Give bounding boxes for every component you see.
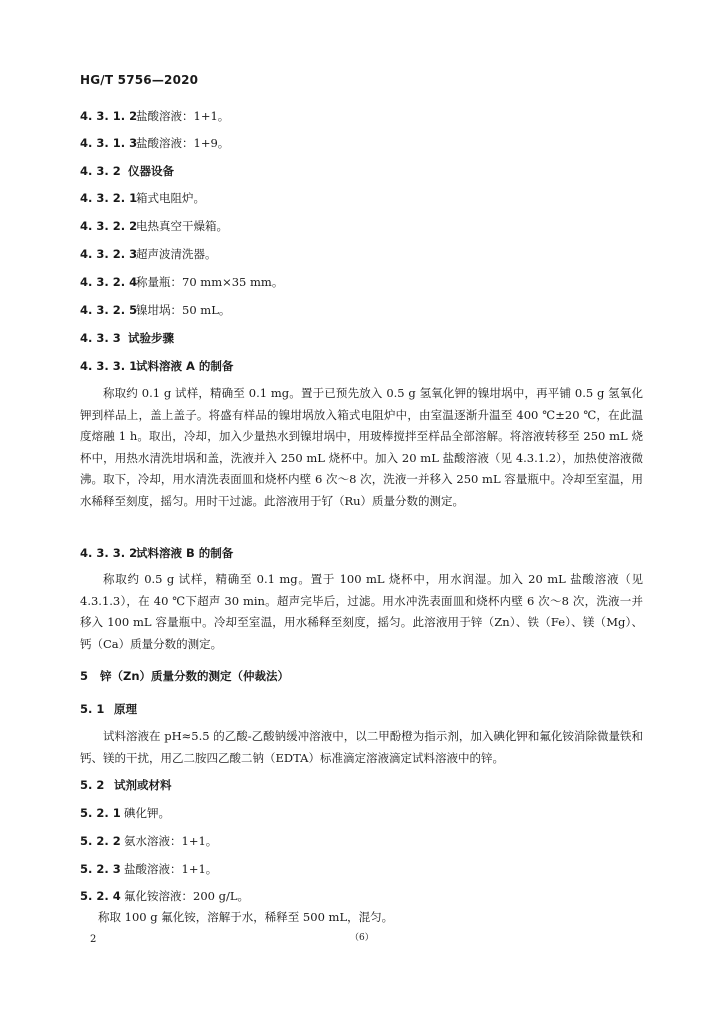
- clause-number: 4. 3. 2. 5: [80, 303, 138, 317]
- heading-4-3-2: [80, 163, 174, 179]
- paragraph-text: 称取约 0.1 g 试样，精确至 0.1 mg。置于已预先放入 0.5 g 氢氧化钾的镍坩埚中，再平铺 0.5 g 氢氧化钾到样品上，盖上盖子。将盛有样品的镍坩埚放入箱式电阻炉中，由室温逐渐升温至 400 ℃±20 ℃，在此温度熔融 1 h。取出，冷却，加入少量热水到镍坩埚中，用玻棒搅拌至样品全部溶解。将溶液转移至 250 mL 烧杯中，用热水清洗坩埚和盖，洗液并入 250 mL 烧杯中。加入 20 mL 盐酸溶液（见 4.3.1.2），加热使溶液微沸。取下，冷却，用水清洗表面皿和烧杯内壁 6 次～8 次，洗液一并移入 250 mL 容量瓶中。冷却至室温，用水稀释至刻度，摇匀。用时干过滤。此溶液用于钌（Ru）质量分数的测定。: [80, 386, 643, 508]
- clause-number: 5. 2. 1: [80, 806, 121, 820]
- paragraph-solution-b: [80, 569, 643, 655]
- heading-number: 4. 3. 3. 1: [80, 359, 138, 373]
- clause-text: 镍坩埚：50 mL。: [136, 303, 231, 317]
- heading-5: [80, 668, 289, 684]
- clause-text: 超声波清洗器。: [136, 247, 217, 261]
- clause-number: 4. 3. 2. 1: [80, 191, 138, 205]
- paragraph-text: 称取约 0.5 g 试样，精确至 0.1 mg。置于 100 mL 烧杯中，用水润湿。加入 20 mL 盐酸溶液（见 4.3.1.3），在 40 ℃下超声 30 min。超声完毕后，过滤。用水冲洗表面皿和烧杯内壁 6 次～8 次，洗液一并移入 100 mL 容量瓶中。冷却至室温，用水稀释至刻度，摇匀。此溶液用于锌（Zn）、铁（Fe）、镁（Mg）、钙（Ca）质量分数的测定。: [80, 572, 643, 651]
- clause-text: 氟化铵溶液：200 g/L。: [124, 889, 249, 903]
- heading-text: 试验步骤: [128, 331, 174, 345]
- heading-number: 5. 2: [80, 778, 105, 792]
- clause-5-2-4: [80, 888, 249, 904]
- clause-number: 4. 3. 1. 3: [80, 136, 138, 150]
- clause-text: 碘化钾。: [124, 806, 170, 820]
- clause-text: 称量瓶：70 mm×35 mm。: [136, 275, 284, 289]
- clause-4-3-1-2: [80, 108, 229, 124]
- clause-number: 4. 3. 2. 4: [80, 275, 138, 289]
- heading-text: 锌（Zn）质量分数的测定（仲裁法）: [100, 669, 290, 683]
- clause-text: 箱式电阻炉。: [136, 191, 205, 205]
- ammonium-fluoride-preparation: 称取 100 g 氟化铵，溶解于水，稀释至 500 mL，混匀。: [98, 910, 394, 924]
- clause-text: 盐酸溶液：1+1。: [124, 862, 218, 876]
- clause-number: 4. 3. 2. 3: [80, 247, 138, 261]
- clause-text: 盐酸溶液：1+1。: [136, 109, 230, 123]
- heading-number: 5. 1: [80, 702, 105, 716]
- clause-number: 5. 2. 2: [80, 834, 121, 848]
- paragraph-text: 试料溶液在 pH≈5.5 的乙酸-乙酸钠缓冲溶液中，以二甲酚橙为指示剂，加入碘化钾和氟化铵消除微量铁和钙、镁的干扰，用乙二胺四乙酸二钠（EDTA）标准滴定溶液滴定试料溶液中的锌。: [80, 729, 643, 765]
- clause-4-3-2-5: [80, 302, 230, 318]
- page-number: 2: [90, 934, 97, 945]
- clause-4-3-2-4: [80, 274, 283, 290]
- clause-text: 盐酸溶液：1+9。: [136, 136, 230, 150]
- clause-5-2-1: [80, 805, 170, 821]
- clause-4-3-1-3: [80, 135, 229, 151]
- heading-number: 4. 3. 2: [80, 164, 121, 178]
- heading-5-1: [80, 701, 137, 717]
- heading-text: 试料溶液 A 的制备: [136, 359, 234, 373]
- clause-number: 4. 3. 1. 2: [80, 109, 138, 123]
- heading-text: 原理: [114, 702, 137, 716]
- heading-4-3-3: [80, 330, 174, 346]
- clause-number: 5. 2. 3: [80, 862, 121, 876]
- heading-number: 5: [80, 669, 89, 683]
- clause-5-2-2: [80, 833, 217, 849]
- paragraph-solution-a: [80, 383, 643, 512]
- clause-number: 4. 3. 2. 2: [80, 219, 138, 233]
- clause-number: 5. 2. 4: [80, 889, 121, 903]
- heading-4-3-3-2: [80, 545, 233, 561]
- heading-4-3-3-1: [80, 358, 233, 374]
- heading-number: 4. 3. 3. 2: [80, 546, 138, 560]
- heading-text: 试剂或材料: [114, 778, 172, 792]
- sheet-mark: （6）: [350, 933, 374, 943]
- heading-text: 试料溶液 B 的制备: [136, 546, 234, 560]
- standard-code-header: HG/T 5756—2020: [80, 73, 199, 87]
- heading-number: 4. 3. 3: [80, 331, 121, 345]
- heading-text: 仪器设备: [128, 164, 174, 178]
- clause-4-3-2-1: [80, 190, 205, 206]
- clause-text: 氨水溶液：1+1。: [124, 834, 218, 848]
- clause-text: 电热真空干燥箱。: [136, 219, 228, 233]
- clause-4-3-2-2: [80, 218, 228, 234]
- clause-4-3-2-3: [80, 246, 217, 262]
- paragraph-principle: [80, 726, 643, 769]
- heading-5-2: [80, 777, 172, 793]
- clause-5-2-3: [80, 861, 217, 877]
